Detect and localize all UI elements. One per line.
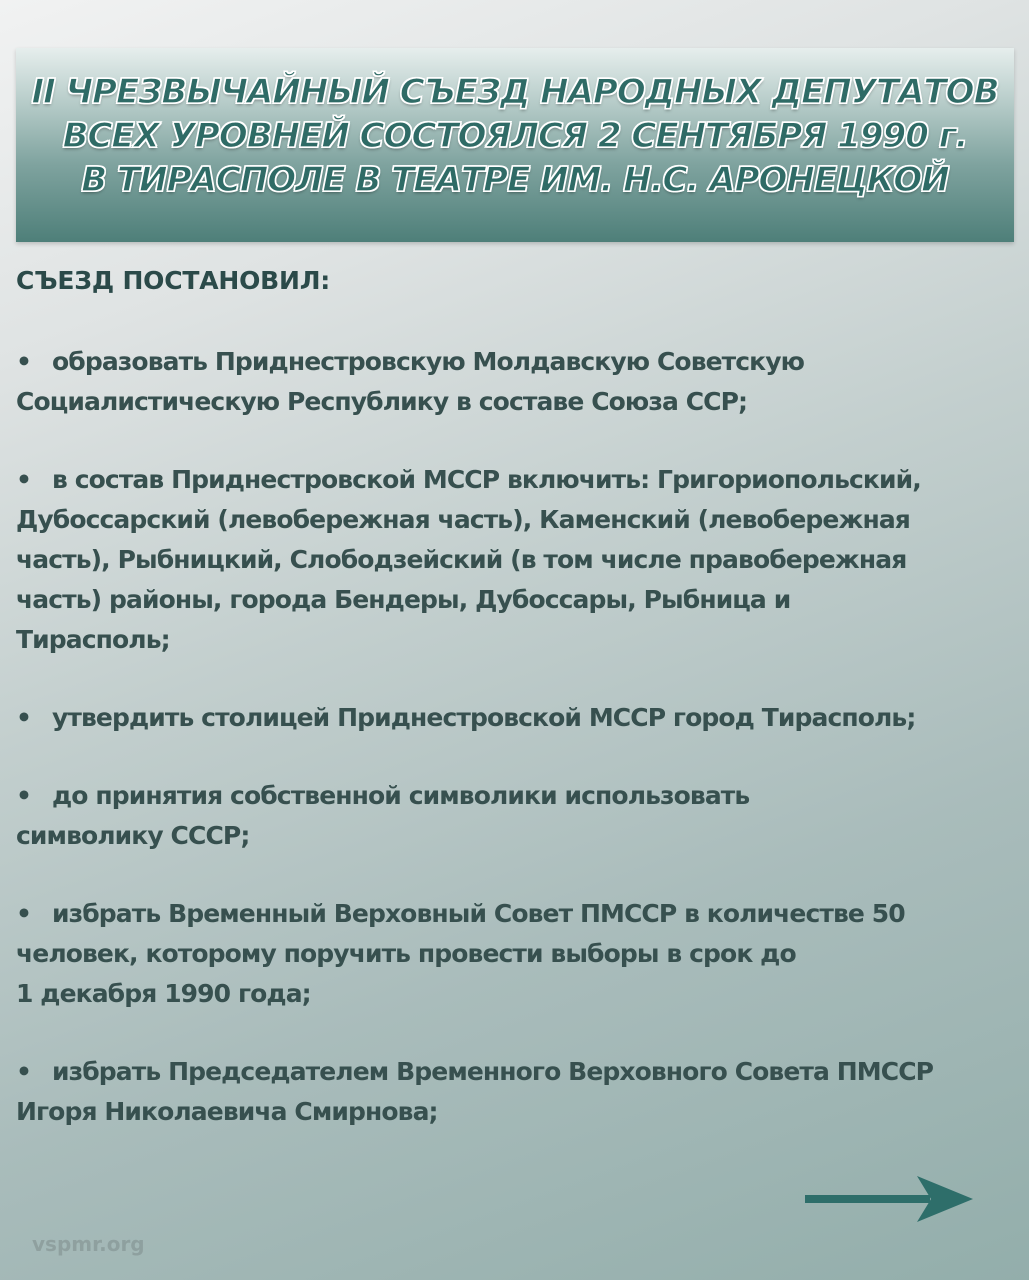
list-item-text: избрать Председателем Временного Верховного Совета ПМССР Игоря Николаевича Смирнова; [16,1057,934,1126]
arrow-right-icon[interactable] [805,1174,975,1224]
list-item [16,698,1016,738]
resolution-heading: СЪЕЗД ПОСТАНОВИЛ: [16,266,331,295]
title-banner [16,48,1014,242]
list-item-text: утвердить столицей Приднестровской МССР город Тирасполь; [52,703,916,732]
list-item [16,894,1016,1014]
bullet-icon: • [16,347,32,376]
list-item-text: в состав Приднестровской МССР включить: Григориопольский, Дубоссарский (левобережная часть), Каменский (левобережная часть), Рыбницкий, Слободзейский (в том числе правобережная часть) районы, города Бендеры, Дубоссары, Рыбница и Тирасполь; [16,465,921,654]
bullet-icon: • [16,703,32,732]
bullet-icon: • [16,1057,32,1086]
footer-watermark: vspmr.org [32,1232,145,1256]
banner-title [16,70,1014,202]
list-item [16,460,1016,660]
banner-title-line: II ЧРЕЗВЫЧАЙНЫЙ СЪЕЗД НАРОДНЫХ ДЕПУТАТОВ [31,72,999,112]
list-item-text: образовать Приднестровскую Молдавскую Советскую Социалистическую Республику в составе Союза ССР; [16,347,805,416]
list-item-text: избрать Временный Верховный Совет ПМССР в количестве 50 человек, которому поручить провести выборы в срок до 1 декабря 1990 года; [16,899,905,1008]
list-item [16,776,1016,856]
list-item-text: до принятия собственной символики использовать символику СССР; [16,781,750,850]
bullet-icon: • [16,465,32,494]
banner-title-line: В ТИРАСПОЛЕ В ТЕАТРЕ ИМ. Н.С. АРОНЕЦКОЙ [81,160,949,200]
bullet-icon: • [16,781,32,810]
banner-title-line: ВСЕХ УРОВНЕЙ СОСТОЯЛСЯ 2 СЕНТЯБРЯ 1990 г. [62,116,968,156]
resolution-list [16,342,1016,1170]
list-item [16,342,1016,422]
bullet-icon: • [16,899,32,928]
list-item [16,1052,1016,1132]
